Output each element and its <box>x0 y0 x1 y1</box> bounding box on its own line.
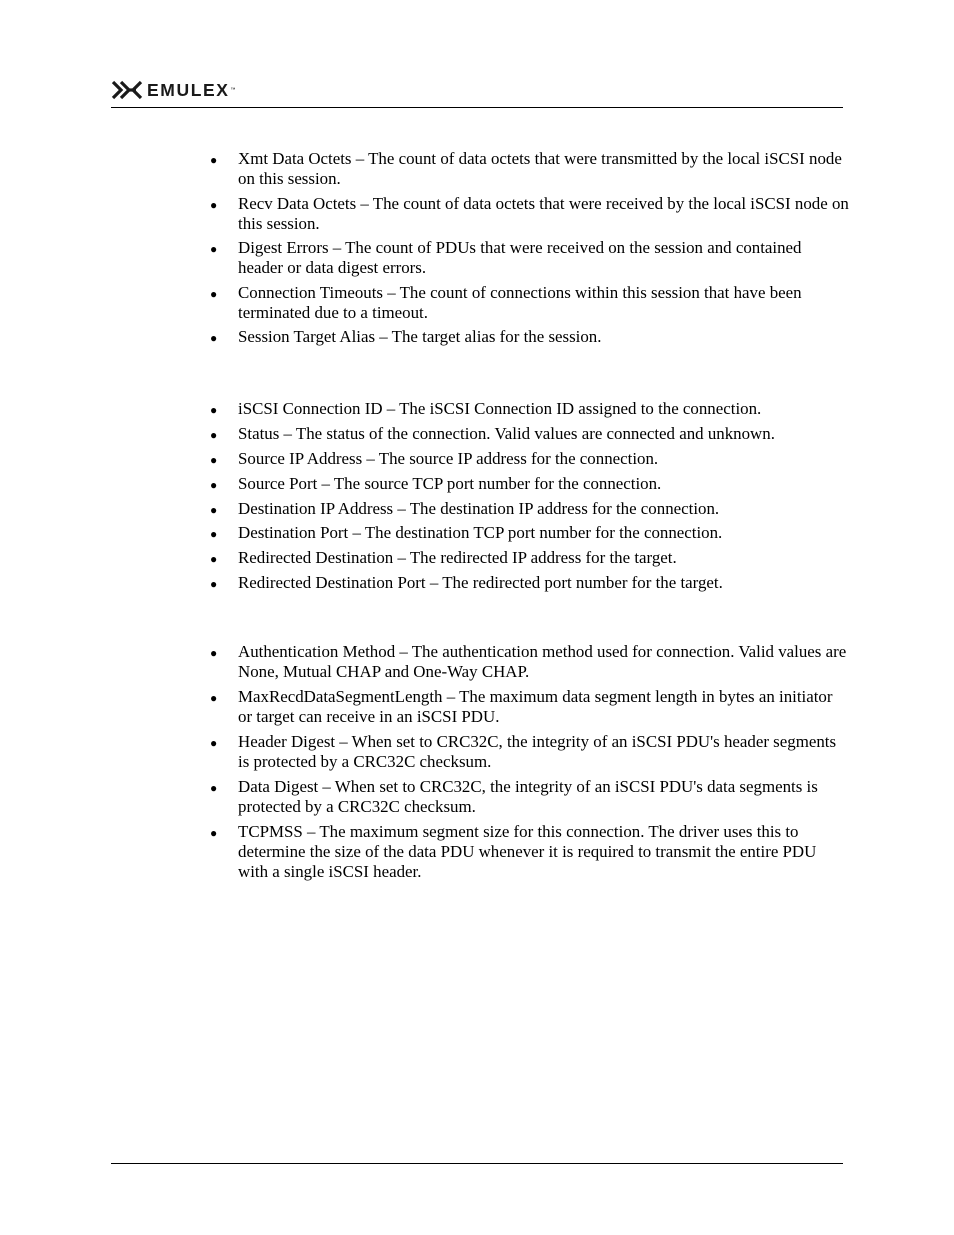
bullet-icon: ● <box>210 646 218 660</box>
list-item <box>210 523 850 543</box>
list-item <box>210 399 850 419</box>
list-item <box>210 283 850 323</box>
bullet-icon: ● <box>210 502 218 517</box>
bullet-icon: ● <box>210 242 218 256</box>
bullet-icon: ● <box>210 153 218 167</box>
list-item-text: Status – The status of the connection. Valid values are connected and unknown. <box>238 423 775 443</box>
list-item <box>210 687 850 727</box>
list-item <box>210 548 850 568</box>
list-item <box>210 327 850 347</box>
bullet-icon: ● <box>210 781 218 795</box>
list-item <box>210 777 850 817</box>
list-item <box>210 642 850 682</box>
list-item <box>210 573 850 593</box>
list-item <box>210 194 850 234</box>
bullet-icon: ● <box>210 477 218 492</box>
list-item-text: Data Digest – When set to CRC32C, the integrity of an iSCSI PDU's data segments is protected by a CRC32C checksum. <box>238 777 818 816</box>
list-item-text: Recv Data Octets – The count of data octets that were received by the local iSCSI node on this session. <box>238 193 849 233</box>
list-item-text: TCPMSS – The maximum segment size for this connection. The driver uses this to determine the size of the data PDU whenever it is required to transmit the entire PDU with a single iSCSI header. <box>238 822 817 881</box>
logo-trademark: ™ <box>230 87 236 93</box>
bullet-icon: ● <box>210 403 218 417</box>
list-item-text: MaxRecdDataSegmentLength – The maximum data segment length in bytes an initiator or target can receive in an iSCSI PDU. <box>238 687 833 726</box>
list-item-text: Authentication Method – The authentication method used for connection. Valid values are None, Mutual CHAP and One-Way CHAP. <box>238 642 847 681</box>
list-item-text: iSCSI Connection ID – The iSCSI Connection ID assigned to the connection. <box>238 399 762 418</box>
list-item-text: Destination IP Address – The destination IP address for the connection. <box>238 498 720 518</box>
list-item-text: Session Target Alias – The target alias for the session. <box>238 327 602 346</box>
emulex-logo-icon <box>111 79 143 101</box>
list-item <box>210 149 850 189</box>
bullet-icon: ● <box>210 286 218 301</box>
bullet-icon: ● <box>210 427 218 442</box>
list-item-text: Destination Port – The destination TCP port number for the connection. <box>238 523 723 543</box>
header-rule <box>111 107 843 108</box>
page-header <box>111 78 236 102</box>
list-item <box>210 424 850 444</box>
bullet-icon: ● <box>210 736 218 750</box>
bullet-icon: ● <box>210 197 218 212</box>
list-item <box>210 238 850 278</box>
bullet-icon: ● <box>210 331 218 345</box>
list-item-text: Connection Timeouts – The count of connections within this session that have been terminated due to a timeout. <box>238 282 802 322</box>
connection-information-list <box>210 399 850 598</box>
list-item <box>210 732 850 772</box>
bullet-icon: ● <box>210 691 218 705</box>
logo-text: EMULEX <box>147 79 230 100</box>
list-item-text: Xmt Data Octets – The count of data octets that were transmitted by the local iSCSI node on this session. <box>238 149 842 188</box>
negotiated-parameters-list <box>210 642 850 887</box>
footer-rule <box>111 1163 843 1164</box>
list-item-text: Digest Errors – The count of PDUs that were received on the session and contained header or data digest errors. <box>238 238 802 277</box>
list-item-text: Redirected Destination – The redirected IP address for the target. <box>238 548 677 568</box>
bullet-icon: ● <box>210 527 218 542</box>
list-item-text: Source Port – The source TCP port number for the connection. <box>238 473 662 493</box>
list-item <box>210 822 850 882</box>
list-item <box>210 474 850 494</box>
list-item-text: Header Digest – When set to CRC32C, the integrity of an iSCSI PDU's header segments is protected by a CRC32C checksum. <box>238 732 837 771</box>
session-statistics-list <box>210 149 850 352</box>
list-item-text: Redirected Destination Port – The redirected port number for the target. <box>238 573 723 593</box>
bullet-icon: ● <box>210 552 218 567</box>
bullet-icon: ● <box>210 826 218 840</box>
list-item-text: Source IP Address – The source IP address for the connection. <box>238 448 659 468</box>
bullet-icon: ● <box>210 577 218 592</box>
list-item <box>210 499 850 519</box>
bullet-icon: ● <box>210 452 218 467</box>
list-item <box>210 449 850 469</box>
